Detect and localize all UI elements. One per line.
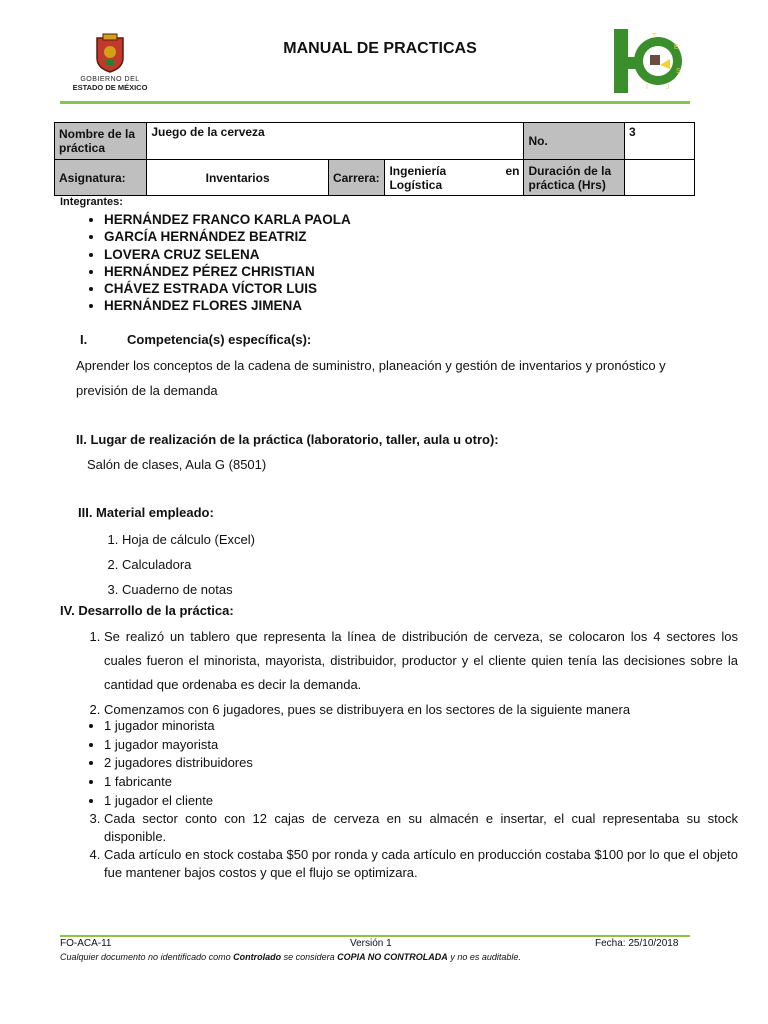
player-item: • 1 jugador mayorista <box>104 736 253 755</box>
tesji-logo <box>612 25 684 97</box>
gov-line-1: GOBIERNO DEL <box>80 76 140 83</box>
player-item: • 1 jugador minorista <box>104 717 253 736</box>
asignatura-label-cell: Asignatura: <box>55 160 147 196</box>
no-label-cell: No. <box>524 123 624 160</box>
step-item: 1. Se realizó un tablero que representa la línea de distribución de cerveza, se colocaron los 4 sectores los cuales fueron el minorista, mayorista, distribuidor, productor y el cliente quien tenía las decisiones sobre la cantidad que ordenaba es decir la demanda. <box>104 625 738 697</box>
carrera-value-en: en <box>505 163 520 178</box>
duracion-label-cell: Duración de la práctica (Hrs) <box>524 160 624 196</box>
member-item: • HERNÁNDEZ PÉREZ CHRISTIAN <box>104 263 351 280</box>
svg-text:J: J <box>666 84 670 91</box>
members-list <box>84 211 351 315</box>
nombre-value-cell: Juego de la cerveza <box>147 123 524 160</box>
step-item: 3. Cada sector conto con 12 cajas de cerveza en su almacén e insertar, el cual representaba su stock disponible. <box>104 810 738 846</box>
carrera-value-cell <box>385 160 524 196</box>
coat-of-arms-icon <box>93 32 127 74</box>
material-item: 3. Cuaderno de notas <box>122 577 255 602</box>
step-item: 2. Comenzamos con 6 jugadores, pues se distribuyera en los sectores de la siguiente manera <box>104 701 738 719</box>
development-steps-list <box>80 625 738 719</box>
player-item: • 2 jugadores distribuidores <box>104 754 253 773</box>
practice-info-table <box>54 122 695 196</box>
section-1-title: Competencia(s) específica(s): <box>127 332 312 347</box>
players-list <box>80 717 253 811</box>
material-item: 1. Hoja de cálculo (Excel) <box>122 527 255 552</box>
footer-note-pre: Cualquier documento no identificado como <box>60 952 234 962</box>
member-item: • LOVERA CRUZ SELENA <box>104 246 351 263</box>
gov-line-2: ESTADO DE MÉXICO <box>72 83 148 92</box>
footer-note-mid: se considera <box>281 952 338 962</box>
nombre-label-cell: Nombre de la práctica <box>55 123 147 160</box>
carrera-value-line1: Ingeniería <box>389 163 447 178</box>
carrera-value-line2: Logística <box>389 177 443 192</box>
footer-note-post: y no es auditable. <box>447 952 521 962</box>
no-value-cell: 3 <box>624 123 694 160</box>
section-1-text: Aprender los conceptos de la cadena de suministro, planeación y gestión de inventarios y pronóstico y previsión de la demanda <box>76 358 666 398</box>
header-divider <box>60 101 690 104</box>
footer-note-controlado: Controlado <box>233 952 282 962</box>
institution-logo-icon <box>612 25 684 97</box>
section-4-title: IV. Desarrollo de la práctica: <box>60 603 234 618</box>
development-steps-list-continued <box>80 810 738 882</box>
section-2-title: II. Lugar de realización de la práctica (laboratorio, taller, aula u otro): <box>76 432 499 447</box>
page-title: MANUAL DE PRACTICAS <box>283 40 477 57</box>
svg-text:T: T <box>652 33 657 40</box>
section-2-text: Salón de clases, Aula G (8501) <box>87 457 267 472</box>
footer-version: Versión 1 <box>350 938 392 949</box>
member-item: • CHÁVEZ ESTRADA VÍCTOR LUIS <box>104 280 351 297</box>
section-3-title: III. Material empleado: <box>78 505 214 520</box>
step-item: 4. Cada artículo en stock costaba $50 por ronda y cada artículo en producción costaba $100 por lo que el objeto fue mantener bajos costos y que el flujo se optimizara. <box>104 846 738 882</box>
carrera-label-cell: Carrera: <box>328 160 385 196</box>
footer-divider <box>60 935 690 937</box>
player-item: • 1 jugador el cliente <box>104 792 253 811</box>
materials-list <box>98 527 255 602</box>
gobierno-logo <box>60 28 160 98</box>
integrantes-label: Integrantes: <box>60 196 123 208</box>
footer-code: FO-ACA-11 <box>60 938 112 949</box>
svg-text:I: I <box>646 84 648 91</box>
duracion-value-cell <box>624 160 694 196</box>
asignatura-value-cell: Inventarios <box>147 160 329 196</box>
member-item: • HERNÁNDEZ FLORES JIMENA <box>104 297 351 314</box>
material-item: 2. Calculadora <box>122 552 255 577</box>
footer-note-copia: COPIA NO CONTROLADA <box>337 952 448 962</box>
footer-note <box>60 952 521 962</box>
svg-text:E: E <box>674 44 679 51</box>
member-item: • GARCÍA HERNÁNDEZ BEATRIZ <box>104 228 351 245</box>
svg-text:S: S <box>676 68 681 75</box>
member-item: • HERNÁNDEZ FRANCO KARLA PAOLA <box>104 211 351 228</box>
footer-date: Fecha: 25/10/2018 <box>595 938 679 949</box>
section-1-number: I. <box>80 332 88 347</box>
player-item: • 1 fabricante <box>104 773 253 792</box>
